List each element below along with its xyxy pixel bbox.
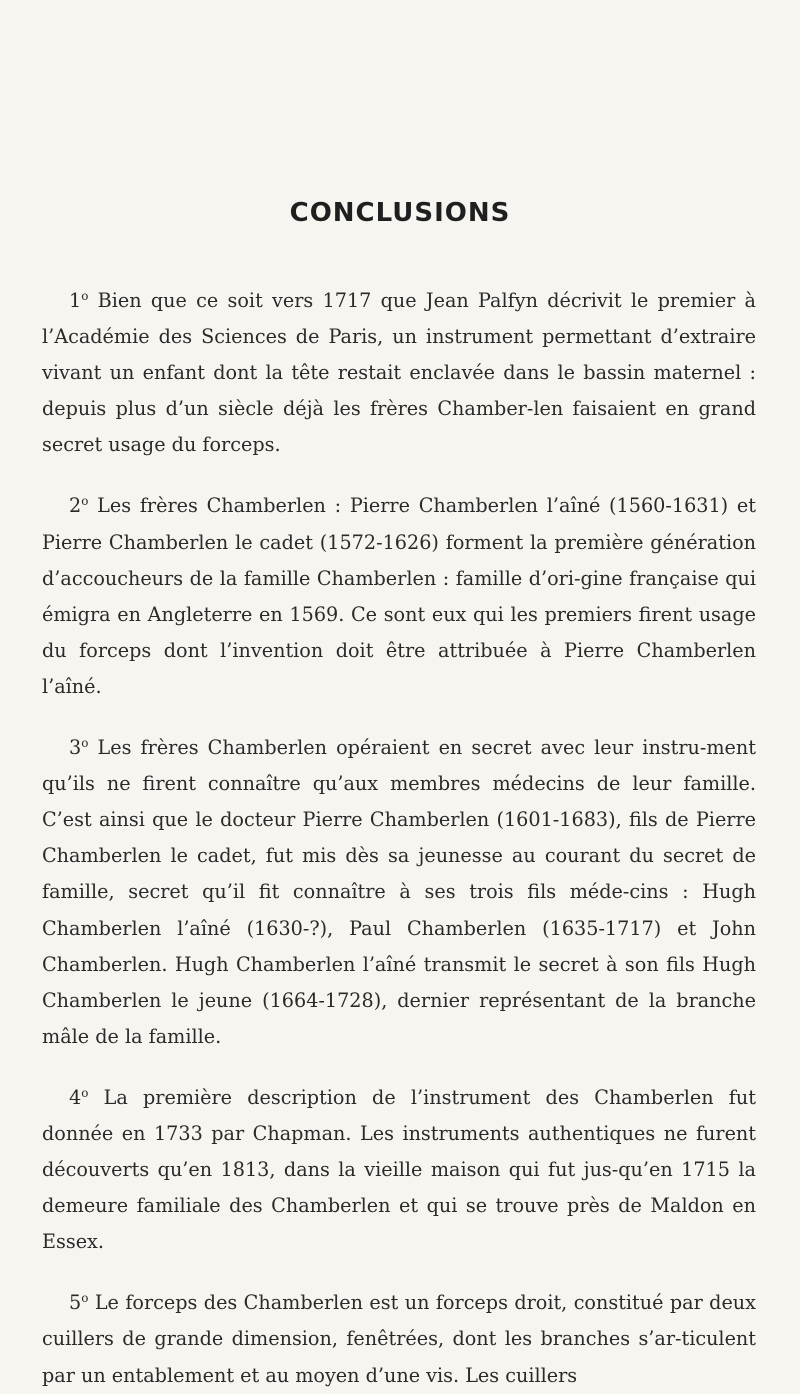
conclusion-paragraph-3	[42, 730, 756, 1055]
paragraph-number: 4	[69, 1085, 82, 1109]
ordinal-mark: o	[81, 1085, 89, 1100]
conclusions-body	[42, 283, 756, 1394]
ordinal-mark: o	[81, 494, 89, 509]
conclusion-paragraph-1	[42, 283, 756, 463]
paragraph-number: 3	[69, 736, 82, 760]
ordinal-mark: o	[81, 1291, 89, 1306]
paragraph-number: 2	[69, 494, 82, 518]
conclusion-paragraph-5	[42, 1285, 756, 1393]
page-title: CONCLUSIONS	[289, 198, 511, 228]
conclusion-paragraph-2	[42, 488, 756, 705]
ordinal-mark: o	[81, 735, 89, 750]
ordinal-mark: o	[81, 288, 89, 303]
paragraph-text: Les frères Chamberlen : Pierre Chamberlen l’aîné (1560-1631) et Pierre Chamberlen le cadet (1572-1626) forment la première génération d’accoucheurs de la famille Chamberlen : famille d’ori-gine française qui émigra en Angleterre en 1569. Ce sont eux qui les premiers firent usage du forceps dont l’invention doit être attribuée à Pierre Chamberlen l’aîné.	[42, 494, 756, 698]
paragraph-number: 5	[69, 1291, 82, 1315]
paragraph-text: La première description de l’instrument des Chamberlen fut donnée en 1733 par Chapman. Les instruments authentiques ne furent découverts qu’en 1813, dans la vieille maison qui fut jus-qu’en 1715 la demeure familiale des Chamberlen et qui se trouve près de Maldon en Essex.	[42, 1085, 756, 1254]
paragraph-text: Bien que ce soit vers 1717 que Jean Palfyn décrivit le premier à l’Académie des Sciences de Paris, un instrument permettant d’extraire vivant un enfant dont la tête restait enclavée dans le bassin maternel : depuis plus d’un siècle déjà les frères Chamber-len faisaient en grand secret usage du forceps.	[42, 289, 756, 457]
paragraph-number: 1	[69, 289, 82, 312]
paragraph-text: Les frères Chamberlen opéraient en secret avec leur instru-ment qu’ils ne firent connaître qu’aux membres médecins de leur famille. C’est ainsi que le docteur Pierre Chamberlen (1601-1683), fils de Pierre Chamberlen le cadet, fut mis dès sa jeunesse au courant du secret de famille, secret qu’il fit connaître à ses trois fils méde-cins : Hugh Chamberlen l’aîné (1630-?), Paul Chamberlen (1635-1717) et John Chamberlen. Hugh Chamberlen l’aîné transmit le secret à son fils Hugh Chamberlen le jeune (1664-1728), dernier représentant de la branche mâle de la famille.	[42, 736, 756, 1048]
conclusion-paragraph-4	[42, 1080, 756, 1260]
paragraph-text: Le forceps des Chamberlen est un forceps droit, constitué par deux cuillers de grande dimension, fenêtrées, dont les branches s’ar-ticulent par un entablement et au moyen d’une vis. Les cuillers	[42, 1291, 756, 1387]
